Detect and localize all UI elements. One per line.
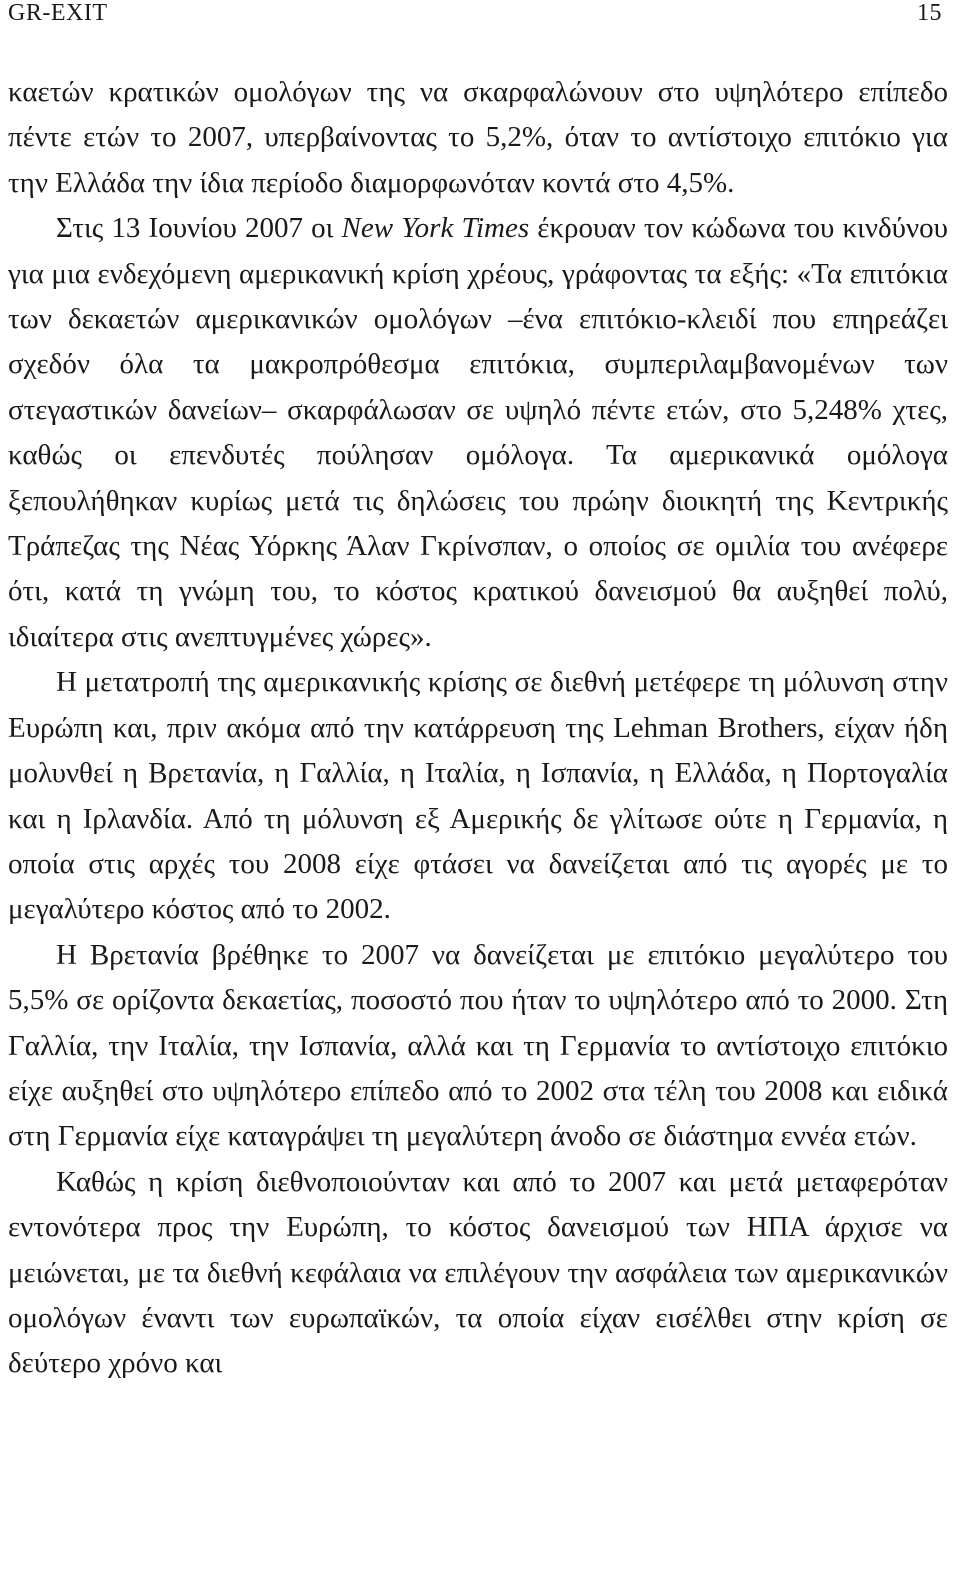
text-run: Η Βρετανία βρέθηκε το 2007 να δανείζεται με επιτόκιο μεγαλύτερο του 5,5% σε ορίζοντα δεκαετίας, ποσοστό που ήταν το υψηλότερο από το 2000. Στη Γαλλία, την Ιταλία, την Ισπανία, αλλά και τη Γερμανία το αντίστοιχο επιτόκιο είχε αυξηθεί στο υψηλότερο επίπεδο από το 2002 στα τέλη του 2008 και ειδικά στη Γερμανία είχε καταγράψει τη μεγαλύτερη άνοδο σε διάστημα εννέα ετών. bbox=[8, 938, 948, 1153]
text-run: Καθώς η κρίση διεθνοποιούνταν και από το 2007 και μετά μεταφερόταν εντονότερα προς την Ευρώπη, το κόστος δανεισμού των ΗΠΑ άρχισε να μειώνεται, με τα διεθνή κεφάλαια να επιλέγουν την ασφάλεια των αμερικανικών ομολόγων έναντι των ευρωπαϊκών, τα οποία είχαν εισέλθει στην κρίση σε δεύτερο χρόνο και bbox=[8, 1165, 948, 1380]
book-page bbox=[8, 0, 948, 1387]
text-run: Η μετατροπή της αμερικανικής κρίσης σε διεθνή μετέφερε τη μόλυνση στην Ευρώπη και, πριν ακόμα από την κατάρρευση της Lehman Brothers, είχαν ήδη μολυνθεί η Βρετανία, η Γαλλία, η Ιταλία, η Ισπανία, η Ελλάδα, η Πορτογαλία και η Ιρλανδία. Από τη μόλυνση εξ Αμερικής δε γλίτωσε ούτε η Γερμανία, η οποία στις αρχές του 2008 είχε φτάσει να δανείζεται από τις αγορές με το μεγαλύτερο κόστος από το 2002. bbox=[8, 666, 948, 926]
body-text bbox=[8, 70, 948, 1387]
paragraph bbox=[8, 206, 948, 660]
text-run: καετών κρατικών ομολόγων της να σκαρφαλώνουν στο υψηλότερο επίπεδο πέντε ετών το 2007, υπερβαίνοντας το 5,2%, όταν το αντίστοιχο επιτόκιο για την Ελλάδα την ίδια περίοδο διαμορφωνόταν κοντά στο 4,5%. bbox=[8, 76, 948, 199]
page-number: 15 bbox=[917, 0, 942, 26]
paragraph bbox=[8, 660, 948, 932]
text-run: έκρουαν τον κώδωνα του κινδύνου για μια ενδεχόμενη αμερικανική κρίση χρέους, γράφοντας τα εξής: «Τα επιτόκια των δεκαετών αμερικανικών ομολόγων –ένα επιτόκιο-κλειδί που επηρεάζει σχεδόν όλα τα μακροπρόθεσμα επιτόκια, συμπεριλαμβανομένων των στεγαστικών δανείων– σκαρφάλωσαν σε υψηλό πέντε ετών, στο 5,248% χτες, καθώς οι επενδυτές πούλησαν ομόλογα. Τα αμερικανικά ομόλογα ξεπουλήθηκαν κυρίως μετά τις δηλώσεις του πρώην διοικητή της Κεντρικής Τράπεζας της Νέας Υόρκης Άλαν Γκρίνσπαν, ο οποίος σε ομιλία του ανέφερε ότι, κατά τη γνώμη του, το κόστος κρατικού δανεισμού θα αυξηθεί πολύ, ιδιαίτερα στις ανεπτυγμένες χώρες». bbox=[8, 212, 948, 653]
running-header bbox=[8, 0, 948, 30]
running-title: GR-EXIT bbox=[8, 0, 108, 26]
text-run: Στις 13 Ιουνίου 2007 οι bbox=[56, 212, 342, 245]
paragraph bbox=[8, 70, 948, 206]
paragraph bbox=[8, 1160, 948, 1387]
italic-title: New York Times bbox=[341, 212, 530, 245]
paragraph bbox=[8, 933, 948, 1160]
